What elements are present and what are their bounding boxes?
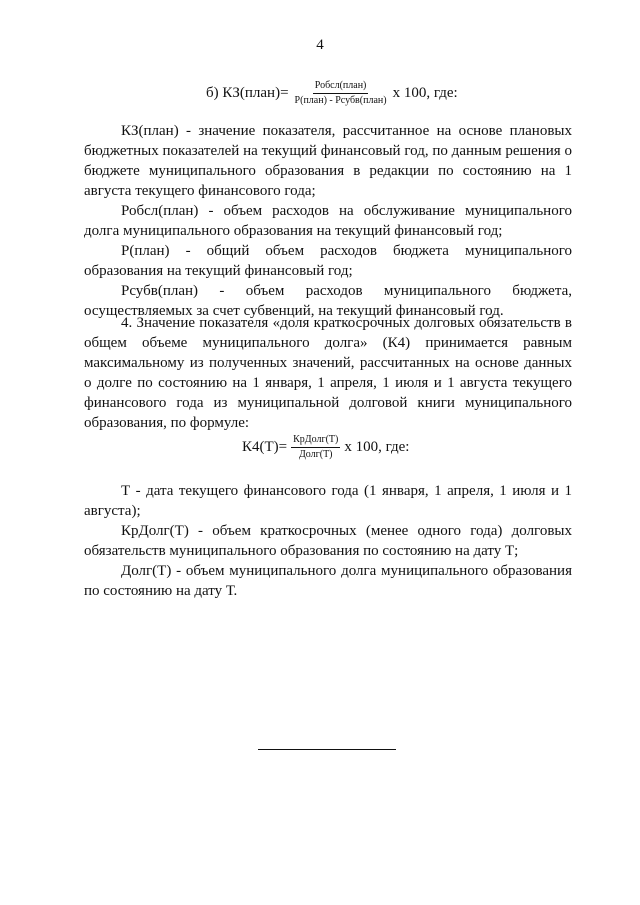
definition-krdolg: КрДолг(Т) - объем краткосрочных (менее одного года) долговых обязательств муниципального образования по состоянию на дату Т; (84, 523, 572, 559)
definitions-k4 (84, 481, 572, 601)
formula-k4 (242, 434, 409, 461)
definition-t: Т - дата текущего финансового года (1 января, 1 апреля, 1 июля и 1 августа); (84, 483, 572, 519)
page-number: 4 (316, 37, 324, 53)
definition-rsubv: Рсубв(план) - объем расходов муниципального бюджета, осуществляемых за счет субвенций, на текущий финансовый год. (84, 283, 572, 319)
definition-dolg: Долг(Т) - объем муниципального долга муниципального образования по состоянию на дату Т. (84, 563, 572, 599)
formula-k3-numerator: Робсл(план) (313, 80, 369, 94)
item-4-text: 4. Значение показателя «доля краткосрочных долговых обязательств в общем объеме муниципального долга» (К4) принимается равным максимальному из полученных значений, рассчитанных на основе данных о долге по состоянию на 1 января, 1 апреля, 1 июля и 1 августа текущего финансового года из муниципальной долговой книги муниципального образования, по формуле: (84, 315, 572, 431)
formula-k3-rhs: x 100, где: (392, 85, 458, 101)
definition-robsl: Робсл(план) - объем расходов на обслуживание муниципального долга муниципального образования на текущий финансовый год; (84, 203, 572, 239)
definition-r-plan: Р(план) - общий объем расходов бюджета муниципального образования на текущий финансовый год; (84, 243, 572, 279)
item-4-section (84, 313, 572, 433)
formula-k4-lhs: К4(Т)= (242, 439, 288, 455)
formula-k4-fraction (291, 434, 340, 461)
formula-k4-denominator: Долг(Т) (298, 449, 333, 460)
formula-k4-rhs: x 100, где: (344, 439, 410, 455)
definitions-k3 (84, 121, 572, 321)
formula-k4-numerator: КрДолг(Т) (291, 434, 340, 448)
formula-k3-fraction (293, 80, 389, 107)
formula-k3 (206, 80, 458, 107)
definition-k3: КЗ(план) - значение показателя, рассчитанное на основе плановых бюджетных показателей на текущий финансовый год, по данным решения о бюджете муниципального образования в редакции по состоянию на 1 августа текущего финансового года; (84, 123, 572, 199)
formula-k3-lhs: б) КЗ(план)= (206, 85, 289, 101)
formula-k3-denominator: Р(план) - Рсубв(план) (294, 95, 387, 106)
end-divider-line (258, 749, 396, 750)
